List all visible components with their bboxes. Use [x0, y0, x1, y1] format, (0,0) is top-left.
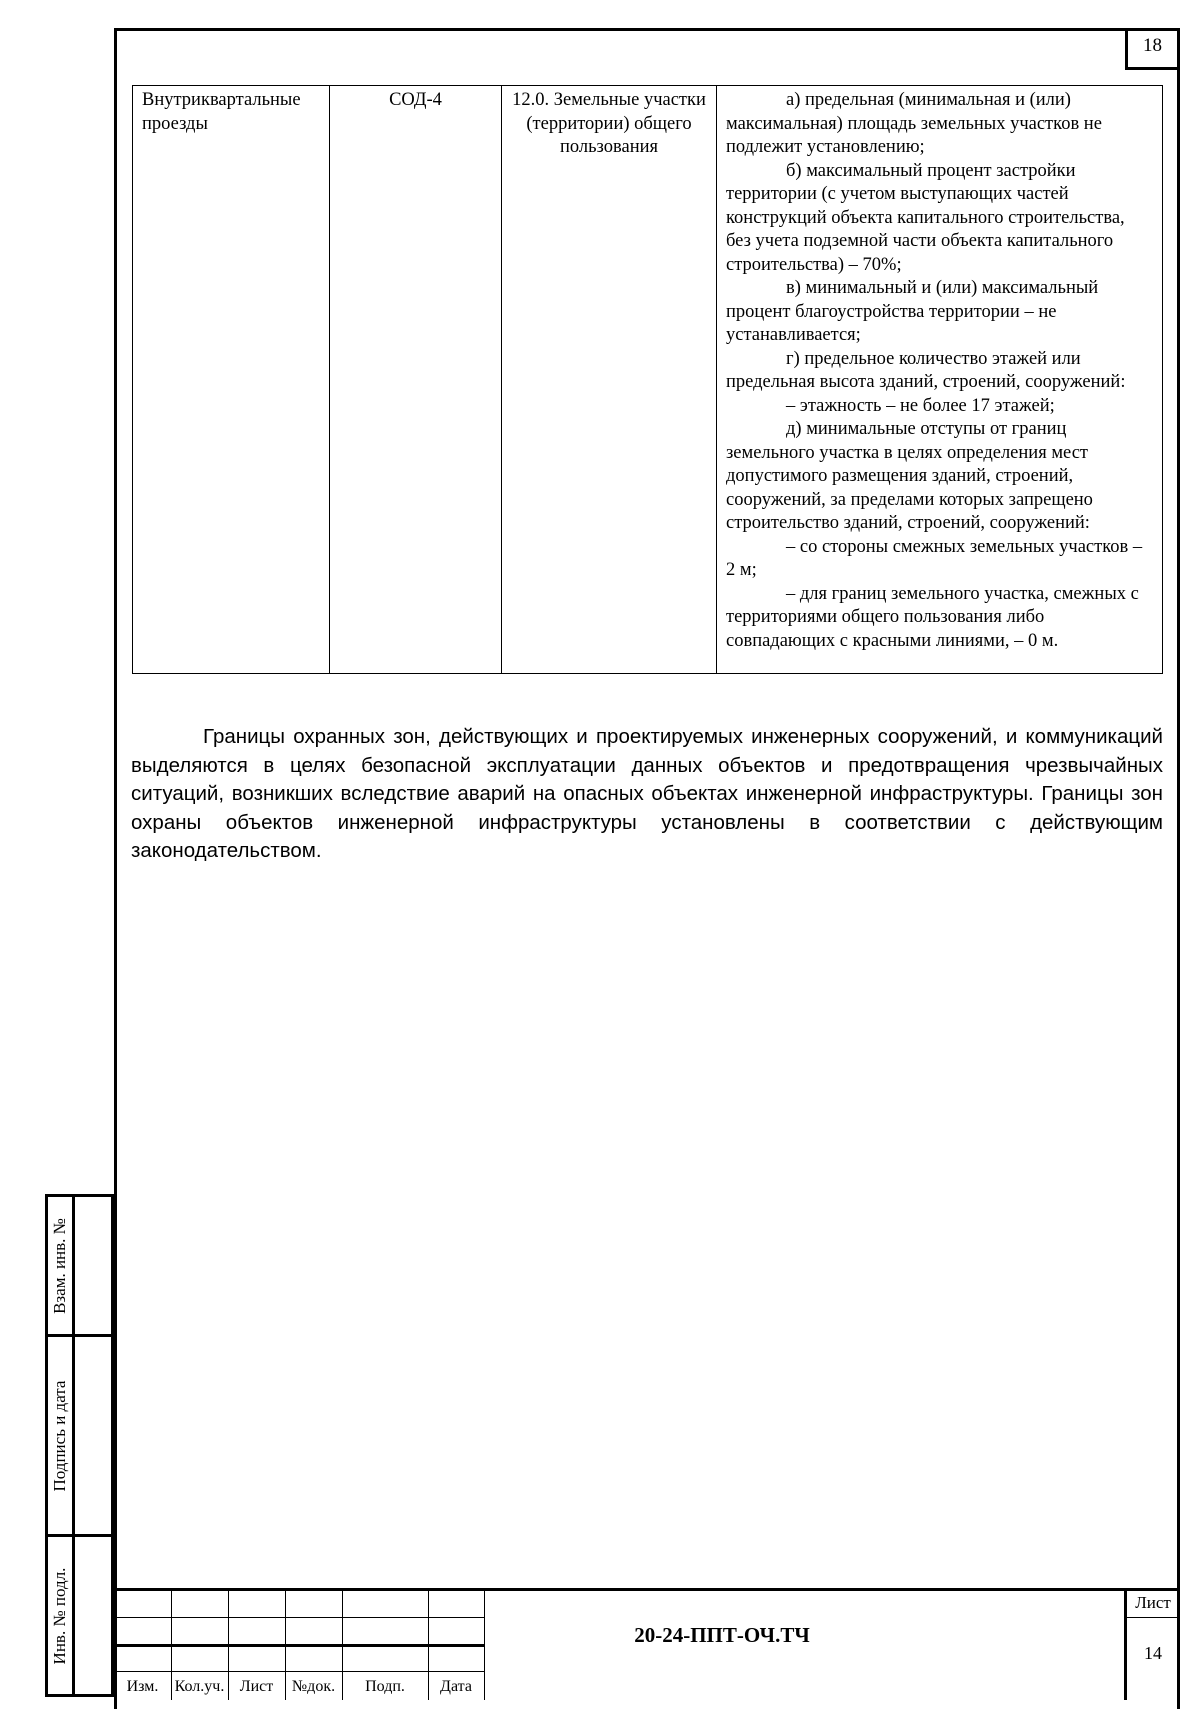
col-izm: Изм.: [126, 1678, 159, 1695]
param-line: – этажность – не более 17 этажей;: [786, 395, 1055, 416]
param-line: а) предельная (минимальная и (или) максимальная) площадь земельных участков не подлежит установлению;: [726, 90, 1102, 157]
sheet-number: 14: [1144, 1643, 1162, 1663]
side-label-vzam: Взам. инв. №: [50, 1217, 69, 1314]
side-label-inv: Инв. № подл.: [50, 1567, 69, 1664]
title-block: [114, 1588, 1180, 1700]
param-line: – для границ земельного участка, смежных с территориями общего пользования либо совпадающих с красными линиями, – 0 м.: [726, 583, 1139, 651]
object-name-cell: Внутриквартальные проезды: [133, 86, 330, 674]
sheet-label: Лист: [1135, 1593, 1171, 1612]
col-list: Лист: [239, 1678, 274, 1695]
param-line: г) предельное количество этажей или предельная высота зданий, строений, сооружений:: [726, 348, 1126, 392]
param-line: в) минимальный и (или) максимальный процент благоустройства территории – не устанавливается;: [726, 278, 1099, 345]
param-line: д) минимальные отступы от границ земельного участка в целях определения мест допустимого размещения зданий, строений, сооружений, за пределами которых запрещено строительство зданий, строений, сооружений:: [726, 419, 1093, 533]
col-data: Дата: [440, 1678, 472, 1695]
page-number: 18: [1125, 28, 1180, 70]
param-line: – со стороны смежных земельных участков – 2 м;: [726, 536, 1143, 580]
side-label-podpis: Подпись и дата: [50, 1380, 69, 1491]
table-row: [133, 86, 1163, 674]
col-podp: Подп.: [365, 1678, 405, 1695]
side-stamp: [45, 1194, 114, 1697]
parameters-cell: [717, 86, 1163, 674]
col-koluch: Кол.уч.: [174, 1678, 225, 1695]
side-stamp-vzam: [45, 1194, 114, 1337]
param-line: б) максимальный процент застройки территории (с учетом выступающих частей конструкций объекта капитального строительства, без учета подземной части объекта капитального строительства) – 70%;: [726, 160, 1125, 275]
land-use-cell: 12.0. Земельные участки (территории) общего пользования: [502, 86, 717, 674]
document-code: 20-24-ППТ-ОЧ.ТЧ: [634, 1623, 810, 1647]
col-ndok: №док.: [291, 1678, 336, 1695]
side-stamp-inv: [45, 1534, 114, 1697]
side-stamp-podpis: [45, 1334, 114, 1537]
body-paragraph: Границы охранных зон, действующих и проектируемых инженерных сооружений, и коммуникаций выделяются в целях безопасной эксплуатации данных объектов и предотвращения чрезвычайных ситуаций, возникших вследствие аварий на опасных объектах инженерной инфраструктуры. Границы зон охраны объектов инженерной инфраструктуры установлены в соответствии с действующим законодательством.: [131, 725, 1163, 862]
zoning-table: [132, 85, 1163, 674]
zone-code-cell: СОД-4: [330, 86, 502, 674]
